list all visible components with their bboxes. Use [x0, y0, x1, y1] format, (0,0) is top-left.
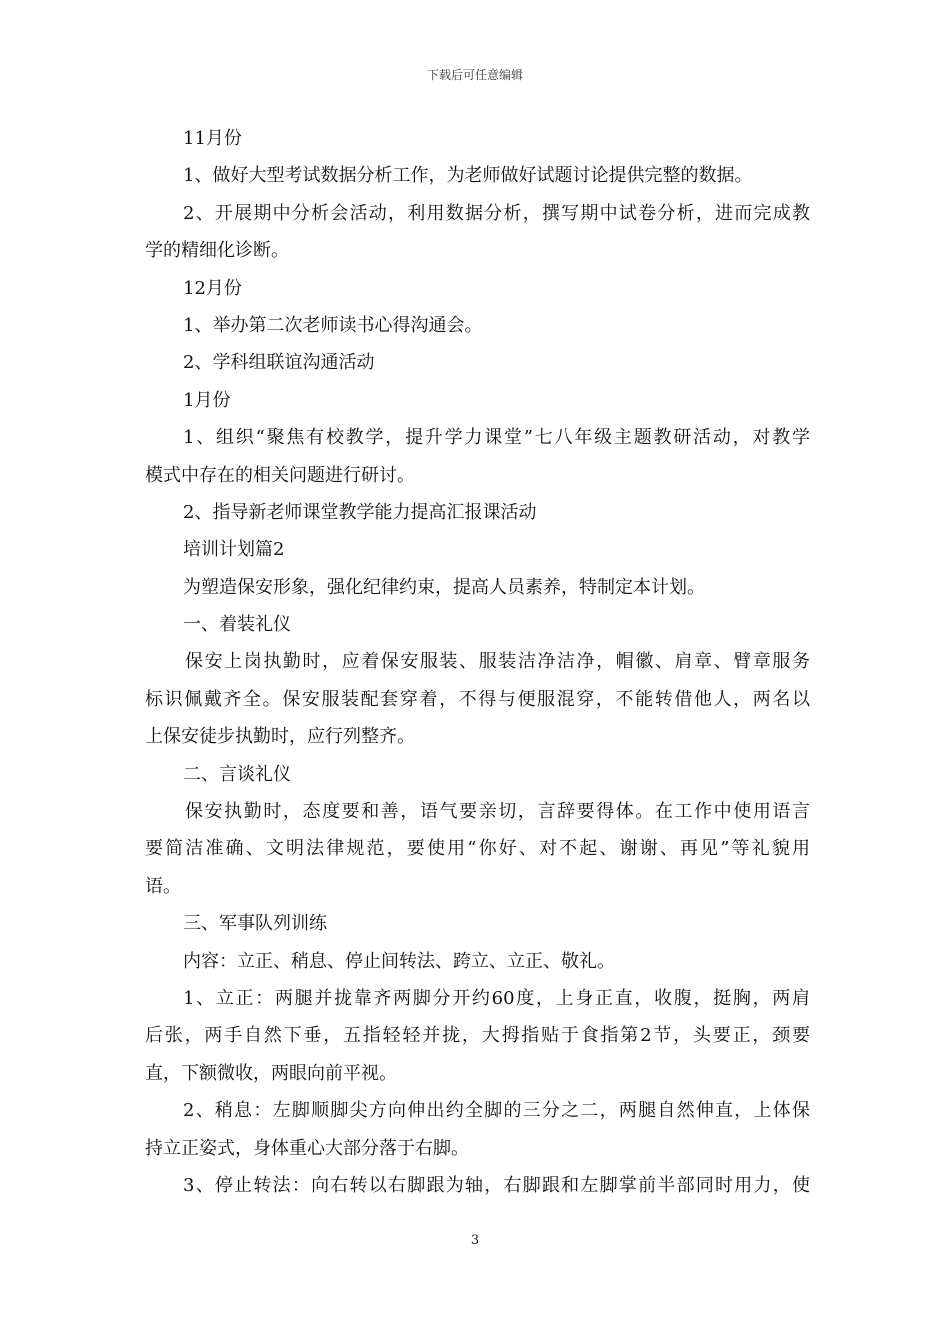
text-line: 模式中存在的相关问题进行研讨。: [145, 464, 415, 486]
text-line: 2、开展期中分析会活动，利用数据分析，撰写期中试卷分析，进而完成教: [183, 202, 810, 224]
text-line: 11月份: [183, 128, 242, 149]
text-line: 2、指导新老师课堂教学能力提高汇报课活动: [183, 501, 537, 523]
text-line: 直，下额微收，两眼向前平视。: [145, 1062, 397, 1084]
text-line: 2、学科组联谊沟通活动: [183, 352, 375, 374]
text-line: 持立正姿式，身体重心大部分落于右脚。: [145, 1137, 469, 1159]
text-line: 后张，两手自然下垂，五指轻轻并拢，大拇指贴于食指第2节，头要正，颈要: [145, 1025, 810, 1047]
text-line: 语。: [145, 875, 181, 897]
text-line: 学的精细化诊断。: [145, 240, 289, 262]
subsection-heading: 二、言谈礼仪: [183, 763, 291, 785]
text-line: 12月份: [183, 277, 242, 299]
page-number: 3: [470, 1233, 480, 1248]
text-line: 要简洁准确、文明法律规范，要使用“你好、对不起、谢谢、再见”等礼貌用: [145, 838, 810, 860]
text-line: 上保安徒步执勤时，应行列整齐。: [145, 726, 415, 748]
document-body: [145, 120, 810, 1204]
text-line: 保安执勤时，态度要和善，语气要亲切，言辞要得体。在工作中使用语言: [185, 801, 810, 823]
text-line: 标识佩戴齐全。保安服装配套穿着，不得与便服混穿，不能转借他人，两名以: [145, 688, 810, 710]
text-line: 内容：立正、稍息、停止间转法、跨立、立正、敬礼。: [183, 950, 615, 972]
text-line: 1月份: [183, 389, 231, 411]
text-line: 为塑造保安形象，强化纪律约束，提高人员素养，特制定本计划。: [183, 576, 705, 598]
text-line: 1、举办第二次老师读书心得沟通会。: [183, 314, 483, 336]
text-line: 3、停止转法：向右转以右脚跟为轴，右脚跟和左脚掌前半部同时用力，使: [183, 1174, 810, 1196]
text-line: 1、组织“聚焦有校教学，提升学力课堂”七八年级主题教研活动，对教学: [183, 427, 810, 449]
text-line: 1、做好大型考试数据分析工作，为老师做好试题讨论提供完整的数据。: [183, 165, 753, 187]
subsection-heading: 三、军事队列训练: [183, 913, 327, 935]
subsection-heading: 一、着装礼仪: [183, 614, 291, 636]
section-heading: 培训计划篇2: [183, 539, 285, 561]
page-header: 下载后可任意编辑: [426, 68, 523, 82]
text-line: 1、立正：两腿并拢靠齐两脚分开约60度，上身正直，收腹，挺胸，两肩: [183, 987, 810, 1009]
text-line: 2、稍息：左脚顺脚尖方向伸出约全脚的三分之二，两腿自然伸直，上体保: [183, 1100, 810, 1122]
text-line: 保安上岗执勤时，应着保安服装、服装洁净洁净，帽徽、肩章、臂章服务: [185, 651, 810, 673]
